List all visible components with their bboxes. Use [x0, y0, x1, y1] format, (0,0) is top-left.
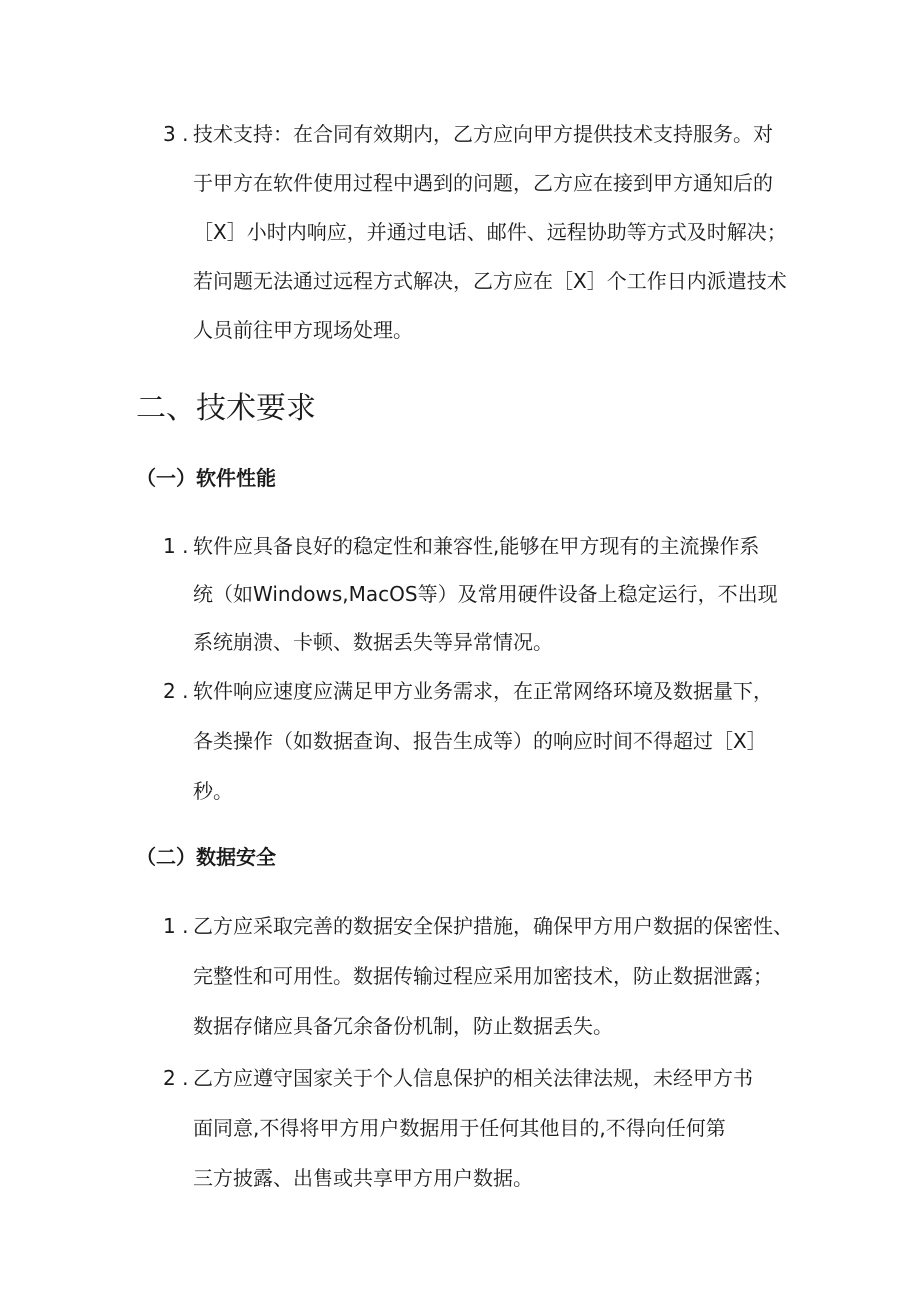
clause-number: 1 . — [163, 914, 189, 938]
clause-number: 1 . — [163, 534, 189, 558]
clause-line: 技术支持：在合同有效期内，乙方应向甲方提供技术支持服务。对 — [193, 122, 773, 146]
clause-line: 若问题无法通过远程方式解决，乙方应在［X］个工作日内派遣技术 — [193, 269, 787, 293]
subsection-heading-performance: （一）软件性能 — [136, 466, 276, 490]
clause-line: 软件响应速度应满足甲方业务需求，在正常网络环境及数据量下， — [193, 679, 773, 703]
clause-line: 统（如Windows,MacOS等）及常用硬件设备上稳定运行，不出现 — [193, 582, 778, 606]
clause-number: 2 . — [163, 1066, 189, 1090]
clause-line: 乙方应遵守国家关于个人信息保护的相关法律法规，未经甲方书 — [193, 1066, 753, 1090]
clause-line: ［X］小时内响应，并通过电话、邮件、远程协助等方式及时解决； — [193, 220, 787, 244]
subsection-heading-data-security: （二）数据安全 — [136, 845, 276, 869]
clause-line: 完整性和可用性。数据传输过程应采用加密技术，防止数据泄露； — [193, 964, 773, 988]
clause-line: 于甲方在软件使用过程中遇到的问题，乙方应在接到甲方通知后的 — [193, 171, 773, 195]
clause-line: 面同意,不得将甲方用户数据用于任何其他目的,不得向任何第 — [193, 1116, 726, 1140]
clause-line: 三方披露、出售或共享甲方用户数据。 — [193, 1166, 533, 1190]
clause-line: 软件应具备良好的稳定性和兼容性,能够在甲方现有的主流操作系 — [193, 534, 760, 558]
clause-line: 各类操作（如数据查询、报告生成等）的响应时间不得超过［X］ — [193, 729, 767, 753]
clause-line: 秒。 — [193, 779, 233, 803]
clause-line: 数据存储应具备冗余备份机制，防止数据丢失。 — [193, 1014, 613, 1038]
clause-line: 乙方应采取完善的数据安全保护措施，确保甲方用户数据的保密性、 — [193, 914, 793, 938]
clause-number: 2 . — [163, 679, 189, 703]
section-heading: 二、技术要求 — [136, 391, 316, 426]
clause-number: 3 . — [163, 122, 189, 146]
clause-line: 系统崩溃、卡顿、数据丢失等异常情况。 — [193, 630, 553, 654]
clause-line: 人员前往甲方现场处理。 — [193, 318, 413, 342]
